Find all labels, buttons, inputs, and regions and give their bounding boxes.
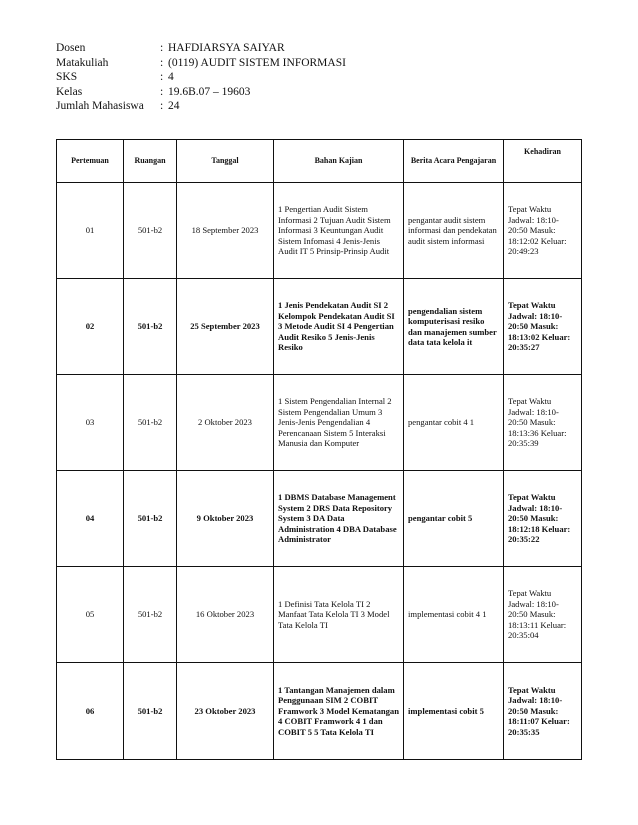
cell-pertemuan: 03 bbox=[57, 375, 124, 471]
cell-ruangan: 501-b2 bbox=[124, 471, 177, 567]
cell-kehadiran: Tepat Waktu Jadwal: 18:10-20:50 Masuk: 18:12:18 Keluar: 20:35:22 bbox=[504, 471, 582, 567]
cell-tanggal: 23 Oktober 2023 bbox=[177, 663, 274, 760]
table-row bbox=[57, 183, 582, 279]
header-value-kelas: 19.6B.07 – 19603 bbox=[168, 85, 251, 98]
attendance-table bbox=[56, 139, 582, 760]
cell-bahan-kajian: 1 DBMS Database Management System 2 DRS Data Repository System 3 DA Data Administration 4 DBA Database Administrator bbox=[274, 471, 404, 567]
cell-bahan-kajian: 1 Definisi Tata Kelola TI 2 Manfaat Tata Kelola TI 3 Model Tata Kelola TI bbox=[274, 567, 404, 663]
column-header-pertemuan: Pertemuan bbox=[57, 140, 124, 183]
course-header bbox=[56, 41, 346, 114]
cell-pertemuan: 05 bbox=[57, 567, 124, 663]
column-header-bahan-kajian: Bahan Kajian bbox=[274, 140, 404, 183]
cell-berita-acara: implementasi cobit 5 bbox=[404, 663, 504, 760]
header-row-matakuliah bbox=[56, 56, 346, 71]
cell-pertemuan: 02 bbox=[57, 279, 124, 375]
column-header-berita-acara: Berita Acara Pengajaran bbox=[404, 140, 504, 183]
table-row bbox=[57, 471, 582, 567]
cell-ruangan: 501-b2 bbox=[124, 183, 177, 279]
column-header-kehadiran: Kehadiran bbox=[504, 140, 582, 183]
cell-tanggal: 25 September 2023 bbox=[177, 279, 274, 375]
header-separator: : bbox=[160, 56, 164, 69]
cell-berita-acara: pengendalian sistem komputerisasi resiko dan manajemen sumber data tata kelola it bbox=[404, 279, 504, 375]
cell-ruangan: 501-b2 bbox=[124, 663, 177, 760]
cell-berita-acara: pengantar audit sistem informasi dan pendekatan audit sistem informasi bbox=[404, 183, 504, 279]
header-row-sks bbox=[56, 70, 346, 85]
cell-pertemuan: 01 bbox=[57, 183, 124, 279]
cell-kehadiran: Tepat Waktu Jadwal: 18:10-20:50 Masuk: 18:11:07 Keluar: 20:35:35 bbox=[504, 663, 582, 760]
cell-tanggal: 9 Oktober 2023 bbox=[177, 471, 274, 567]
header-separator: : bbox=[160, 100, 164, 113]
cell-kehadiran: Tepat Waktu Jadwal: 18:10-20:50 Masuk: 18:13:36 Keluar: 20:35:39 bbox=[504, 375, 582, 471]
table-row bbox=[57, 375, 582, 471]
cell-bahan-kajian: 1 Tantangan Manajemen dalam Penggunaan SIM 2 COBIT Framwork 3 Model Kematangan 4 COBIT Framwork 4 1 dan COBIT 5 5 Tata Kelola TI bbox=[274, 663, 404, 760]
header-value-matakuliah: (0119) AUDIT SISTEM INFORMASI bbox=[168, 56, 346, 69]
cell-kehadiran: Tepat Waktu Jadwal: 18:10-20:50 Masuk: 18:13:11 Keluar: 20:35:04 bbox=[504, 567, 582, 663]
header-separator: : bbox=[160, 85, 164, 98]
header-value-sks: 4 bbox=[168, 71, 174, 84]
cell-tanggal: 18 September 2023 bbox=[177, 183, 274, 279]
header-label: Kelas bbox=[56, 85, 83, 98]
cell-tanggal: 2 Oktober 2023 bbox=[177, 375, 274, 471]
header-row-jumlah-mahasiswa bbox=[56, 99, 346, 114]
column-header-tanggal: Tanggal bbox=[177, 140, 274, 183]
cell-bahan-kajian: 1 Jenis Pendekatan Audit SI 2 Kelompok Pendekatan Audit SI 3 Metode Audit SI 4 Pengertian Audit Resiko 5 Jenis-Jenis Resiko bbox=[274, 279, 404, 375]
cell-berita-acara: implementasi cobit 4 1 bbox=[404, 567, 504, 663]
cell-berita-acara: pengantar cobit 4 1 bbox=[404, 375, 504, 471]
header-separator: : bbox=[160, 71, 164, 84]
header-row-kelas bbox=[56, 85, 346, 100]
table-row bbox=[57, 663, 582, 760]
cell-pertemuan: 04 bbox=[57, 471, 124, 567]
cell-pertemuan: 06 bbox=[57, 663, 124, 760]
table-header-row bbox=[57, 140, 582, 183]
cell-ruangan: 501-b2 bbox=[124, 567, 177, 663]
table-row bbox=[57, 567, 582, 663]
cell-bahan-kajian: 1 Pengertian Audit Sistem Informasi 2 Tujuan Audit Sistem Informasi 3 Keuntungan Audit Sistem Infomasi 4 Jenis-Jenis Audit IT 5 Prinsip-Prinsip Audit bbox=[274, 183, 404, 279]
header-label: Dosen bbox=[56, 42, 86, 54]
table-row bbox=[57, 279, 582, 375]
header-label: Matakuliah bbox=[56, 56, 109, 69]
cell-tanggal: 16 Oktober 2023 bbox=[177, 567, 274, 663]
cell-ruangan: 501-b2 bbox=[124, 279, 177, 375]
cell-kehadiran: Tepat Waktu Jadwal: 18:10-20:50 Masuk: 18:12:02 Keluar: 20:49:23 bbox=[504, 183, 582, 279]
column-header-ruangan: Ruangan bbox=[124, 140, 177, 183]
header-label: SKS bbox=[56, 71, 78, 84]
header-value-dosen: HAFDIARSYA SAIYAR bbox=[168, 42, 285, 54]
cell-berita-acara: pengantar cobit 5 bbox=[404, 471, 504, 567]
cell-bahan-kajian: 1 Sistem Pengendalian Internal 2 Sistem Pengendalian Umum 3 Jenis-Jenis Pengendalian 4 Perencanaan Sistem 5 Interaksi Manusia dan Komputer bbox=[274, 375, 404, 471]
header-row-dosen bbox=[56, 41, 346, 56]
header-label: Jumlah Mahasiswa bbox=[56, 100, 144, 113]
header-separator: : bbox=[160, 42, 164, 54]
cell-kehadiran: Tepat Waktu Jadwal: 18:10-20:50 Masuk: 18:13:02 Keluar: 20:35:27 bbox=[504, 279, 582, 375]
header-value-jumlah-mahasiswa: 24 bbox=[168, 100, 180, 113]
cell-ruangan: 501-b2 bbox=[124, 375, 177, 471]
